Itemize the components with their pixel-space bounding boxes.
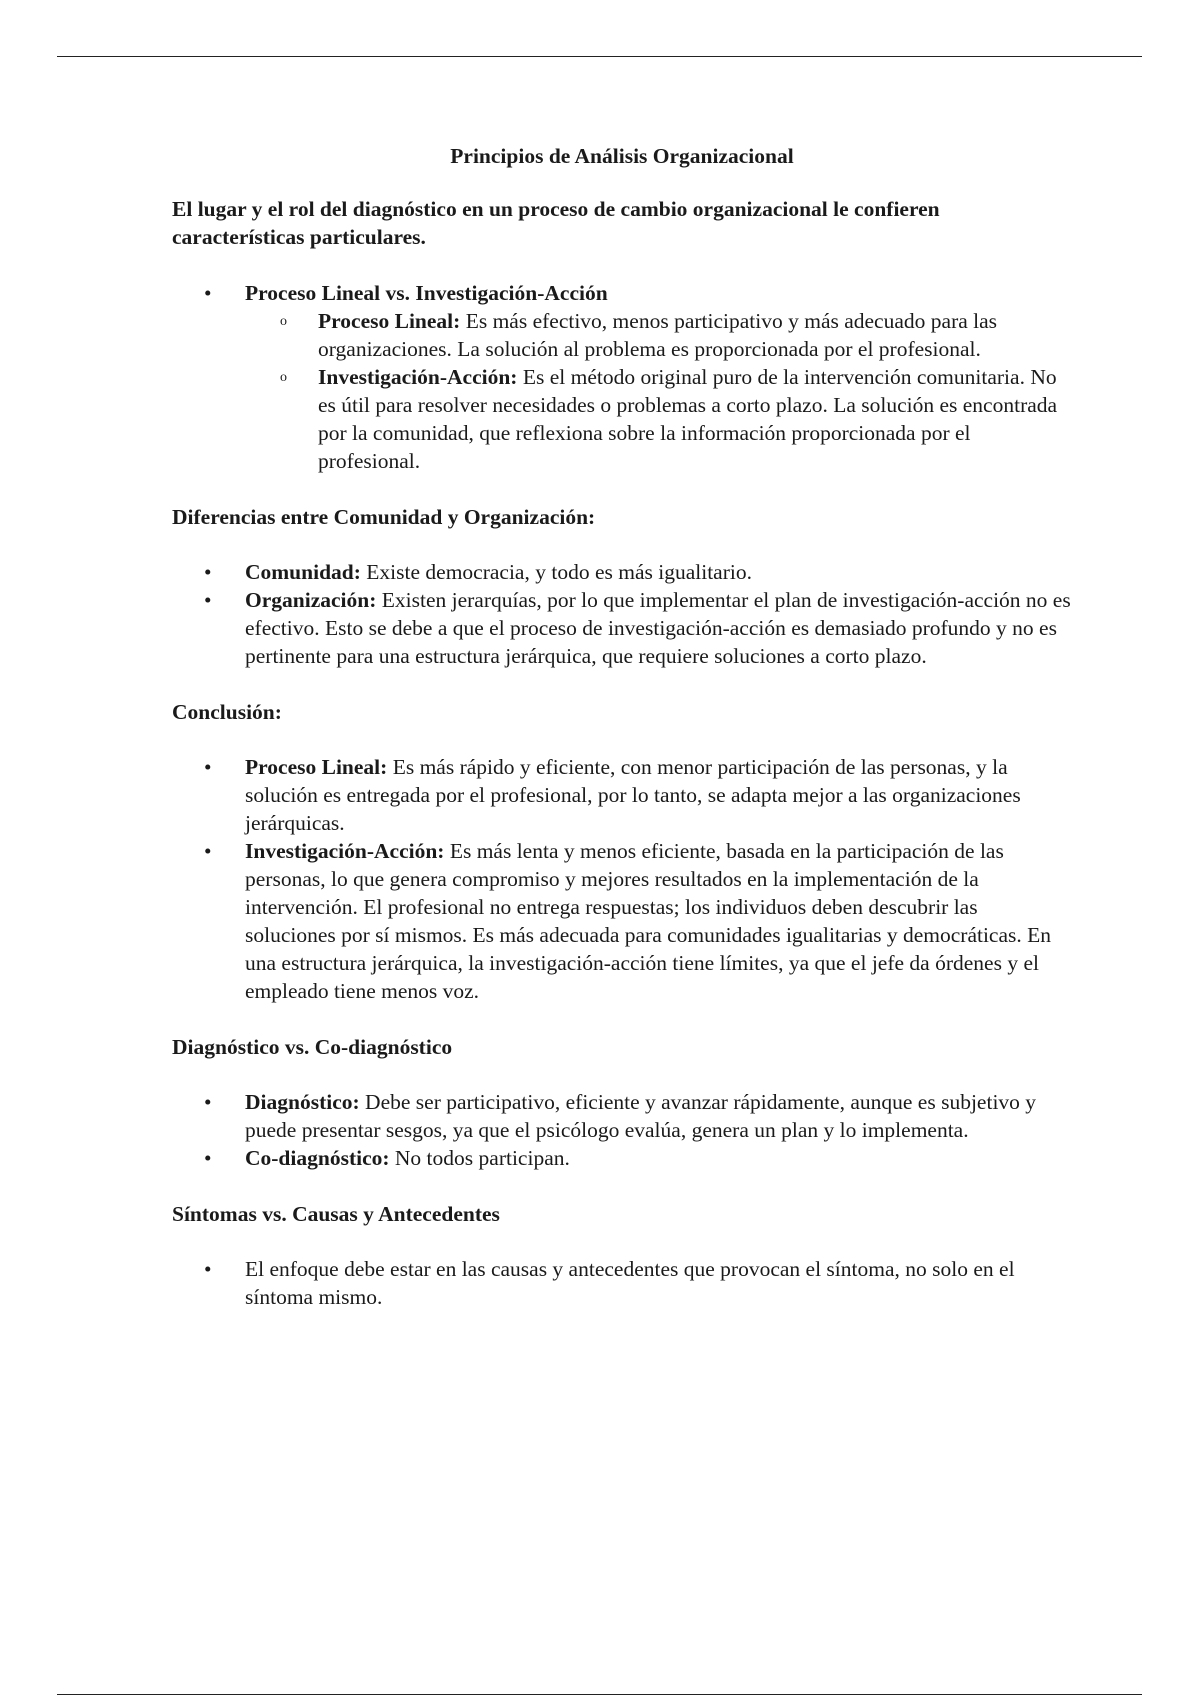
top-rule bbox=[57, 56, 1142, 57]
document-body bbox=[172, 142, 1072, 1339]
list-item bbox=[172, 558, 1072, 586]
section-3-list bbox=[172, 753, 1072, 1005]
sub-list bbox=[245, 307, 1072, 475]
item-text: Existe democracia, y todo es más igualitario. bbox=[360, 560, 752, 584]
item-text: Existen jerarquías, por lo que implementar el plan de investigación-acción no es efectivo. Esto se debe a que el proceso de investigación-acción es demasiado profundo y no es pertinente para una estructura jerárquica, que requiere soluciones a corto plazo. bbox=[245, 588, 1071, 668]
item-label: Proceso Lineal vs. Investigación-Acción bbox=[245, 281, 608, 305]
item-label: Proceso Lineal: bbox=[245, 755, 388, 779]
bottom-rule bbox=[57, 1694, 1142, 1695]
page-title: Principios de Análisis Organizacional bbox=[450, 144, 794, 168]
section-4-list bbox=[172, 1088, 1072, 1172]
section-heading: Conclusión: bbox=[172, 700, 282, 724]
sub-list-item bbox=[245, 363, 1072, 475]
list-item bbox=[172, 753, 1072, 837]
intro-paragraph: El lugar y el rol del diagnóstico en un proceso de cambio organizacional le confieren características particulares. bbox=[172, 197, 940, 249]
list-item bbox=[172, 586, 1072, 670]
sub-list-item bbox=[245, 307, 1072, 363]
item-text: No todos participan. bbox=[389, 1146, 570, 1170]
section-heading: Síntomas vs. Causas y Antecedentes bbox=[172, 1202, 500, 1226]
list-item bbox=[172, 1255, 1072, 1311]
section-1-list bbox=[172, 279, 1072, 475]
item-label: Co-diagnóstico: bbox=[245, 1146, 390, 1170]
sub-item-text: Es el método original puro de la intervención comunitaria. No es útil para resolver necesidades o problemas a corto plazo. La solución es encontrada por la comunidad, que reflexiona sobre la información proporcionada por el profesional. bbox=[318, 365, 1058, 473]
section-heading: Diagnóstico vs. Co-diagnóstico bbox=[172, 1035, 453, 1059]
item-label: Organización: bbox=[245, 588, 377, 612]
item-label: Comunidad: bbox=[245, 560, 361, 584]
section-5-list bbox=[172, 1255, 1072, 1311]
sub-item-label: Investigación-Acción: bbox=[318, 365, 518, 389]
section-2-list bbox=[172, 558, 1072, 670]
sub-item-text: Es más efectivo, menos participativo y más adecuado para las organizaciones. La solución al problema es proporcionada por el profesional. bbox=[318, 309, 998, 361]
sub-item-label: Proceso Lineal: bbox=[318, 309, 461, 333]
item-label: Diagnóstico: bbox=[245, 1090, 360, 1114]
list-item bbox=[172, 837, 1072, 1005]
item-text: Debe ser participativo, eficiente y avanzar rápidamente, aunque es subjetivo y puede presentar sesgos, ya que el psicólogo evalúa, genera un plan y lo implementa. bbox=[245, 1090, 1037, 1142]
section-heading: Diferencias entre Comunidad y Organización: bbox=[172, 505, 596, 529]
item-text: Es más rápido y eficiente, con menor participación de las personas, y la solución es entregada por el profesional, por lo tanto, se adapta mejor a las organizaciones jerárquicas. bbox=[245, 755, 1021, 835]
item-label: Investigación-Acción: bbox=[245, 839, 445, 863]
list-item bbox=[172, 1088, 1072, 1144]
list-item bbox=[172, 279, 1072, 475]
item-text: El enfoque debe estar en las causas y antecedentes que provocan el síntoma, no solo en el síntoma mismo. bbox=[245, 1257, 1015, 1309]
list-item bbox=[172, 1144, 1072, 1172]
item-text: Es más lenta y menos eficiente, basada en la participación de las personas, lo que genera compromiso y mejores resultados en la implementación de la intervención. El profesional no entrega respuestas; los individuos deben descubrir las soluciones por sí mismos. Es más adecuada para comunidades igualitarias y democráticas. En una estructura jerárquica, la investigación-acción tiene límites, ya que el jefe da órdenes y el empleado tiene menos voz. bbox=[245, 839, 1052, 1003]
